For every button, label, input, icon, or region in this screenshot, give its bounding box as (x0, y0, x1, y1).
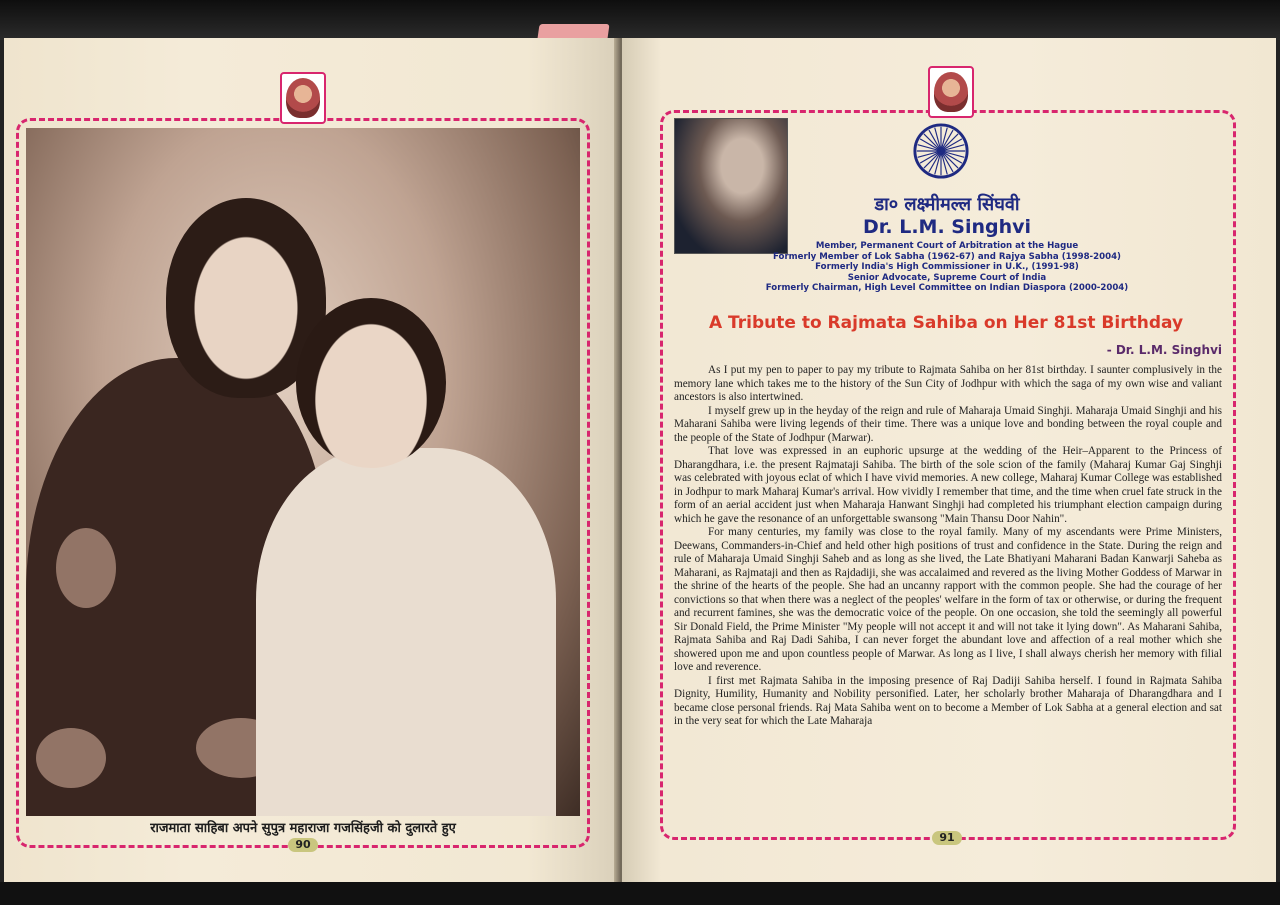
author-name: Dr. L.M. Singhvi (862, 216, 1032, 238)
photo-figure-son (256, 448, 556, 816)
photo-saree-motif (56, 528, 116, 608)
page-number: 91 (932, 831, 962, 845)
scanner-edge-bottom (0, 882, 1280, 905)
credential-line: Member, Permanent Court of Arbitration at the Hague (815, 241, 1079, 251)
article-paragraph: I first met Rajmata Sahiba in the imposing presence of Raj Dadiji Sahiba herself. I found in Rajmata Sahiba Dignity, Humility, Humanity and Nobility personified. Later, her scholarly brother Maharaja of Dharangdhara and I became close personal friends. Raj Mata Sahiba went on to become a Member of Lok Sabha at a general election and sat in the very seat for which the Late Maharaja (674, 674, 1222, 727)
ashoka-chakra-icon (912, 122, 970, 180)
article-paragraph: I myself grew up in the heyday of the reign and rule of Maharaja Umaid Singhji. Maharaja Umaid Singhji and his Maharani Sahiba were living legends of their time. There was a unique love and bonding between the royal couple and the people of the State of Jodhpur (Marwar). (674, 404, 1222, 444)
photo-caption: राजमाता साहिबा अपने सुपुत्र महाराजा गजसिंहजी को दुलारते हुए (150, 821, 456, 836)
article-paragraph: For many centuries, my family was close to the royal family. Many of my ascendants were Prime Ministers, Deewans, Commanders-in-Chief and held other high positions of trust and confidence in the State. During the reign and rule of Maharaja Umaid Singhji Saheb and as long as she lived, the Late Bhatiyani Maharani Badan Kanwarji Saheba as Maharani, as Rajmataji and then as Rajdadiji, she was accalaimed and revered as the living Mother Goddess of Marwar in the shrine of the hearts of the people. She had an uncanny rapport with the common people. She had the courage of her convictions so that when there was a neglect of the peoples' welfare in the form of tax or otherwise, or during the frequent and recurrent famines, she was the democratic voice of the people. On one occasion, she told the seemingly all powerful Sir Donald Field, the Prime Minister "My people will not accept it and will not take it lying down". As Maharani Sahiba, Rajmata Sahiba and Raj Dadi Sahiba, I can never forget the abundant love and affection of a real mother which she showered upon me and upon countless people of Marwar. As long as I live, I shall always cherish her memory with filial love and reverence. (674, 526, 1222, 673)
credential-line: Formerly Chairman, High Level Committee on Indian Diaspora (2000-2004) (765, 283, 1129, 293)
article-title: A Tribute to Rajmata Sahiba on Her 81st Birthday (708, 313, 1184, 333)
author-credentials (762, 241, 1132, 294)
scanner-edge-top (0, 0, 1280, 40)
credential-line: Formerly India's High Commissioner in U.K., (1991-98) (815, 262, 1079, 272)
right-page (622, 38, 1276, 884)
medallion-portrait (934, 72, 968, 112)
photo-saree-motif (36, 728, 106, 788)
article-body (674, 364, 1222, 729)
photo-face-son (296, 298, 446, 468)
page-number: 90 (288, 838, 318, 852)
medallion-portrait (286, 78, 320, 118)
rajmata-medallion-icon (928, 66, 974, 118)
mother-son-photograph (26, 128, 580, 816)
credential-line: Senior Advocate, Supreme Court of India (847, 272, 1047, 283)
author-name-hindi: डा० लक्ष्मीमल्ल सिंघवी (874, 194, 1020, 215)
article-paragraph: As I put my pen to paper to pay my tribute to Rajmata Sahiba on her 81st birthday. I saunter complusively in the memory lane which takes me to the history of the Sun City of Jodhpur with which the saga of my own wise and valiant ancestors is also intertwined. (674, 364, 1222, 403)
article-paragraph: That love was expressed in an euphoric upsurge at the wedding of the Heir–Apparent to the Princess of Dharangdhara, i.e. the present Rajmataji Sahiba. The birth of the sole scion of the family (Maharaj Kumar Gaj Singhji was celebrated with joyous eclat of which I have vivid memories. A new college, Maharaj Kumar College was established in Jodhpur to mark Maharaj Kumar's arrival. How vividly I remember that time, and the time when cruel fate struck in the form of an aerial accident just when Maharaja Hanwant Singhji had completed his triumphant election campaign during which he gave the resonance of an unforgettable swansong "Main Thansu Door Nahin". (674, 445, 1222, 525)
left-page (4, 38, 620, 884)
article-byline: - Dr. L.M. Singhvi (1106, 343, 1222, 357)
credential-line: Formerly Member of Lok Sabha (1962-67) and Rajya Sabha (1998-2004) (773, 251, 1121, 262)
rajmata-medallion-icon (280, 72, 326, 124)
author-photograph (674, 118, 788, 254)
